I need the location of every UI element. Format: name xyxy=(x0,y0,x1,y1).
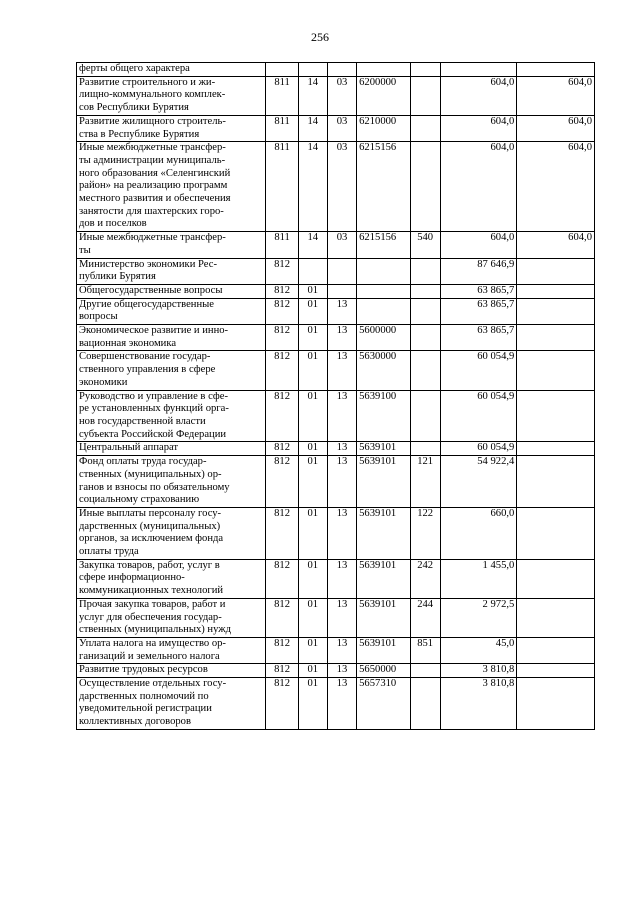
section-code-cell: 01 xyxy=(298,678,327,730)
section-code-cell: 01 xyxy=(298,598,327,637)
target-article-cell xyxy=(357,284,410,298)
expense-type-cell xyxy=(410,115,440,141)
item-name-cell: Общегосударственные вопросы xyxy=(77,284,266,298)
target-article-cell: 6210000 xyxy=(357,115,410,141)
table-body xyxy=(77,63,595,730)
department-code-cell: 812 xyxy=(266,284,298,298)
subsection-code-cell: 03 xyxy=(327,232,356,258)
subsection-code-cell: 03 xyxy=(327,76,356,115)
subsection-code-cell: 03 xyxy=(327,142,356,232)
section-code-cell: 01 xyxy=(298,637,327,663)
subsection-code-cell: 13 xyxy=(327,678,356,730)
item-name-cell: Иные выплаты персоналу госу- дарственных (муниципальных) органов, за исключением фонда оплаты труда xyxy=(77,507,266,559)
item-name-cell: Развитие строительного и жи- лищно-коммунального комплек- сов Республики Бурятия xyxy=(77,76,266,115)
amount-second-cell: 604,0 xyxy=(517,115,595,141)
item-name-cell: Фонд оплаты труда государ- ственных (муниципальных) ор- ганов и взносы по обязательному социальному страхованию xyxy=(77,456,266,508)
amount-cell: 87 646,9 xyxy=(440,258,517,284)
amount-cell: 63 865,7 xyxy=(440,325,517,351)
department-code-cell: 812 xyxy=(266,298,298,324)
table-row xyxy=(77,63,595,77)
expense-type-cell xyxy=(410,284,440,298)
target-article-cell: 5639101 xyxy=(357,559,410,598)
amount-second-cell xyxy=(517,664,595,678)
subsection-code-cell xyxy=(327,63,356,77)
amount-cell: 660,0 xyxy=(440,507,517,559)
amount-cell: 60 054,9 xyxy=(440,442,517,456)
item-name-cell: Развитие трудовых ресурсов xyxy=(77,664,266,678)
table-row xyxy=(77,664,595,678)
expense-type-cell xyxy=(410,351,440,390)
amount-cell: 60 054,9 xyxy=(440,351,517,390)
subsection-code-cell: 13 xyxy=(327,390,356,442)
table-row xyxy=(77,325,595,351)
table-row xyxy=(77,637,595,663)
amount-cell: 3 810,8 xyxy=(440,664,517,678)
department-code-cell: 812 xyxy=(266,390,298,442)
department-code-cell: 812 xyxy=(266,559,298,598)
target-article-cell: 5639101 xyxy=(357,637,410,663)
amount-second-cell xyxy=(517,390,595,442)
department-code-cell xyxy=(266,63,298,77)
amount-cell: 63 865,7 xyxy=(440,298,517,324)
item-name-cell: Экономическое развитие и инно- вационная экономика xyxy=(77,325,266,351)
amount-second-cell xyxy=(517,637,595,663)
department-code-cell: 811 xyxy=(266,76,298,115)
amount-second-cell: 604,0 xyxy=(517,76,595,115)
expense-type-cell xyxy=(410,325,440,351)
amount-cell: 604,0 xyxy=(440,76,517,115)
amount-second-cell xyxy=(517,258,595,284)
target-article-cell: 5630000 xyxy=(357,351,410,390)
amount-second-cell xyxy=(517,678,595,730)
item-name-cell: Закупка товаров, работ, услуг в сфере информационно- коммуникационных технологий xyxy=(77,559,266,598)
item-name-cell: Совершенствование государ- ственного управления в сфере экономики xyxy=(77,351,266,390)
page-number: 256 xyxy=(311,30,329,44)
section-code-cell: 01 xyxy=(298,325,327,351)
section-code-cell xyxy=(298,258,327,284)
table-row xyxy=(77,442,595,456)
amount-second-cell xyxy=(517,325,595,351)
item-name-cell: Другие общегосударственные вопросы xyxy=(77,298,266,324)
item-name-cell: Центральный аппарат xyxy=(77,442,266,456)
department-code-cell: 812 xyxy=(266,325,298,351)
target-article-cell: 6215156 xyxy=(357,142,410,232)
table-row xyxy=(77,507,595,559)
amount-cell: 604,0 xyxy=(440,142,517,232)
target-article-cell: 5639100 xyxy=(357,390,410,442)
amount-cell: 45,0 xyxy=(440,637,517,663)
section-code-cell: 01 xyxy=(298,351,327,390)
section-code-cell xyxy=(298,63,327,77)
amount-cell: 1 455,0 xyxy=(440,559,517,598)
expense-type-cell xyxy=(410,442,440,456)
section-code-cell: 14 xyxy=(298,76,327,115)
expense-type-cell xyxy=(410,76,440,115)
table-row xyxy=(77,284,595,298)
target-article-cell xyxy=(357,298,410,324)
amount-second-cell xyxy=(517,559,595,598)
department-code-cell: 812 xyxy=(266,664,298,678)
amount-cell: 54 922,4 xyxy=(440,456,517,508)
amount-cell: 2 972,5 xyxy=(440,598,517,637)
section-code-cell: 01 xyxy=(298,284,327,298)
target-article-cell: 6200000 xyxy=(357,76,410,115)
target-article-cell: 5639101 xyxy=(357,456,410,508)
subsection-code-cell: 13 xyxy=(327,559,356,598)
expense-type-cell xyxy=(410,678,440,730)
item-name-cell: Министерство экономики Рес- публики Бурятия xyxy=(77,258,266,284)
item-name-cell: Иные межбюджетные трансфер- ты xyxy=(77,232,266,258)
section-code-cell: 01 xyxy=(298,507,327,559)
subsection-code-cell: 03 xyxy=(327,115,356,141)
department-code-cell: 811 xyxy=(266,232,298,258)
amount-second-cell xyxy=(517,63,595,77)
table-row xyxy=(77,142,595,232)
amount-cell: 60 054,9 xyxy=(440,390,517,442)
subsection-code-cell: 13 xyxy=(327,298,356,324)
target-article-cell: 5600000 xyxy=(357,325,410,351)
expense-type-cell xyxy=(410,63,440,77)
target-article-cell: 5639101 xyxy=(357,598,410,637)
table-row xyxy=(77,456,595,508)
item-name-cell: Развитие жилищного строитель- ства в Республике Бурятия xyxy=(77,115,266,141)
amount-second-cell: 604,0 xyxy=(517,142,595,232)
department-code-cell: 811 xyxy=(266,115,298,141)
expense-type-cell xyxy=(410,258,440,284)
department-code-cell: 812 xyxy=(266,637,298,663)
amount-second-cell: 604,0 xyxy=(517,232,595,258)
target-article-cell: 5650000 xyxy=(357,664,410,678)
item-name-cell: ферты общего характера xyxy=(77,63,266,77)
table-row xyxy=(77,390,595,442)
amount-second-cell xyxy=(517,351,595,390)
section-code-cell: 01 xyxy=(298,390,327,442)
item-name-cell: Уплата налога на имущество ор- ганизаций и земельного налога xyxy=(77,637,266,663)
expense-type-cell: 242 xyxy=(410,559,440,598)
subsection-code-cell xyxy=(327,258,356,284)
subsection-code-cell: 13 xyxy=(327,325,356,351)
department-code-cell: 812 xyxy=(266,442,298,456)
amount-cell xyxy=(440,63,517,77)
expense-type-cell xyxy=(410,142,440,232)
expense-type-cell xyxy=(410,298,440,324)
item-name-cell: Прочая закупка товаров, работ и услуг для обеспечения государ- ственных (муниципальных) нужд xyxy=(77,598,266,637)
table-row xyxy=(77,76,595,115)
table-row xyxy=(77,298,595,324)
item-name-cell: Иные межбюджетные трансфер- ты администрации муниципаль- ного образования «Селенгинский район» на реализацию программ местного развития и обеспечения занятости для шахтерских горо- дов и поселков xyxy=(77,142,266,232)
section-code-cell: 14 xyxy=(298,142,327,232)
section-code-cell: 14 xyxy=(298,232,327,258)
amount-second-cell xyxy=(517,442,595,456)
table-row xyxy=(77,232,595,258)
subsection-code-cell: 13 xyxy=(327,637,356,663)
section-code-cell: 01 xyxy=(298,456,327,508)
amount-second-cell xyxy=(517,456,595,508)
section-code-cell: 01 xyxy=(298,442,327,456)
target-article-cell xyxy=(357,258,410,284)
section-code-cell: 14 xyxy=(298,115,327,141)
table-row xyxy=(77,258,595,284)
table-row xyxy=(77,559,595,598)
expense-type-cell xyxy=(410,664,440,678)
subsection-code-cell: 13 xyxy=(327,442,356,456)
section-code-cell: 01 xyxy=(298,559,327,598)
target-article-cell: 5639101 xyxy=(357,442,410,456)
expense-type-cell: 244 xyxy=(410,598,440,637)
subsection-code-cell: 13 xyxy=(327,664,356,678)
target-article-cell: 5639101 xyxy=(357,507,410,559)
amount-cell: 604,0 xyxy=(440,232,517,258)
subsection-code-cell: 13 xyxy=(327,507,356,559)
amount-cell: 604,0 xyxy=(440,115,517,141)
department-code-cell: 812 xyxy=(266,258,298,284)
subsection-code-cell: 13 xyxy=(327,456,356,508)
table-row xyxy=(77,115,595,141)
target-article-cell: 6215156 xyxy=(357,232,410,258)
expense-type-cell: 122 xyxy=(410,507,440,559)
department-code-cell: 812 xyxy=(266,678,298,730)
expense-type-cell xyxy=(410,390,440,442)
subsection-code-cell: 13 xyxy=(327,351,356,390)
budget-table xyxy=(76,62,595,730)
expense-type-cell: 121 xyxy=(410,456,440,508)
table-row xyxy=(77,678,595,730)
department-code-cell: 812 xyxy=(266,598,298,637)
item-name-cell: Осуществление отдельных госу- дарственных полномочий по уведомительной регистрации коллективных договоров xyxy=(77,678,266,730)
amount-cell: 63 865,7 xyxy=(440,284,517,298)
amount-second-cell xyxy=(517,507,595,559)
table-row xyxy=(77,351,595,390)
department-code-cell: 812 xyxy=(266,507,298,559)
department-code-cell: 811 xyxy=(266,142,298,232)
department-code-cell: 812 xyxy=(266,456,298,508)
amount-second-cell xyxy=(517,598,595,637)
target-article-cell: 5657310 xyxy=(357,678,410,730)
department-code-cell: 812 xyxy=(266,351,298,390)
section-code-cell: 01 xyxy=(298,298,327,324)
amount-second-cell xyxy=(517,284,595,298)
item-name-cell: Руководство и управление в сфе- ре установленных функций орга- нов государственной власти субъекта Российской Федерации xyxy=(77,390,266,442)
amount-second-cell xyxy=(517,298,595,324)
section-code-cell: 01 xyxy=(298,664,327,678)
expense-type-cell: 851 xyxy=(410,637,440,663)
target-article-cell xyxy=(357,63,410,77)
subsection-code-cell: 13 xyxy=(327,598,356,637)
expense-type-cell: 540 xyxy=(410,232,440,258)
table-row xyxy=(77,598,595,637)
amount-cell: 3 810,8 xyxy=(440,678,517,730)
subsection-code-cell xyxy=(327,284,356,298)
